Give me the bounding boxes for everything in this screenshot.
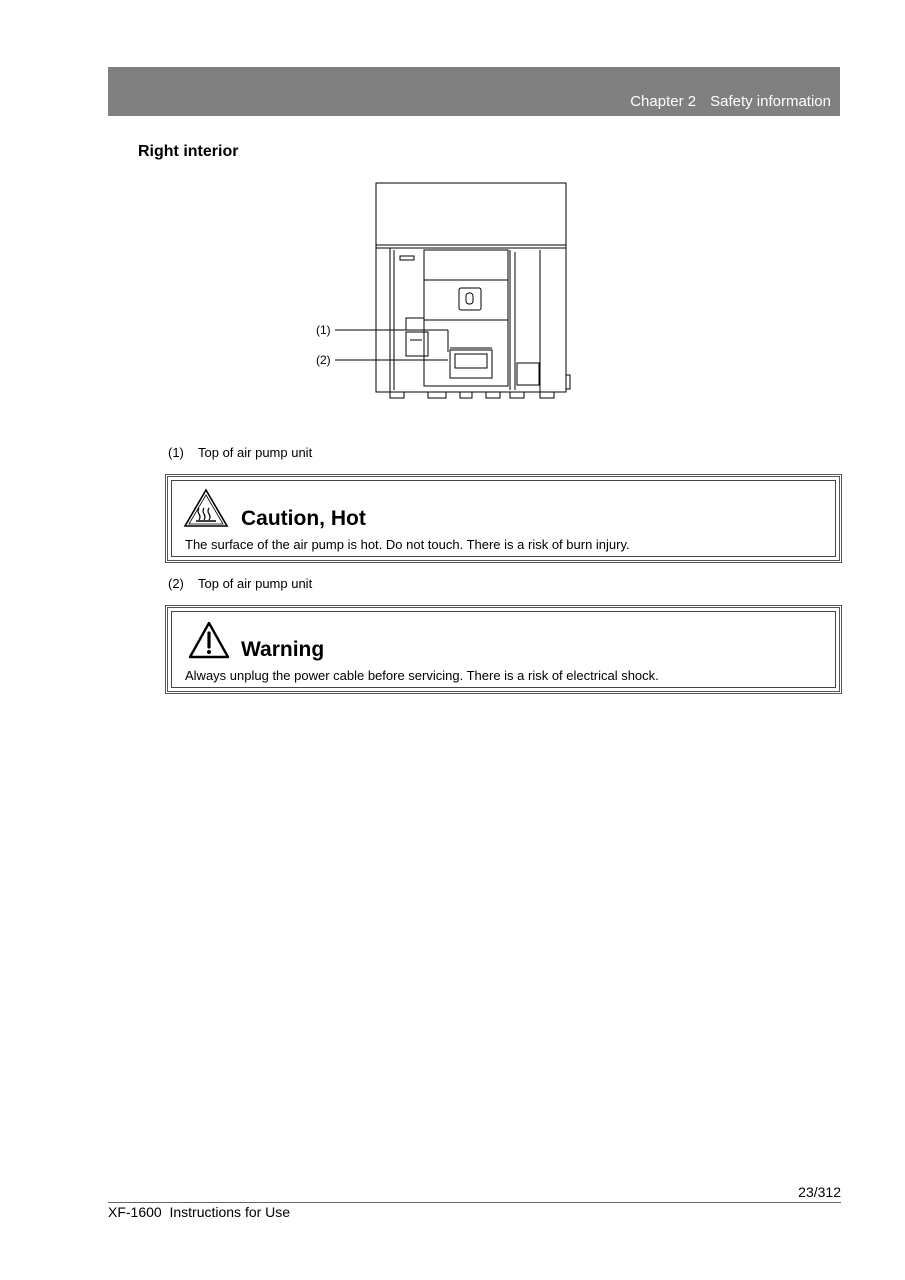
item-number: (2) [168,576,184,591]
section-title: Right interior [138,143,239,160]
list-item [168,445,312,460]
notice-title: Warning [241,638,325,661]
item-label: Top of air pump unit [198,445,313,460]
warning-notice [165,605,842,694]
notice-body: Always unplug the power cable before servicing. There is a risk of electrical shock. [185,668,659,683]
item-label: Top of air pump unit [198,576,313,591]
notice-title: Caution, Hot [241,507,366,530]
right-interior-figure [310,180,580,405]
chapter-label: Chapter 2 [630,93,697,110]
page-number: 23/312 [798,1184,841,1200]
section-label: Safety information [710,93,831,110]
list-item [168,576,312,591]
hot-surface-icon [183,488,229,528]
right-interior-drawing [310,180,580,405]
callout-2: (2) [316,353,331,367]
notice-body: The surface of the air pump is hot. Do not touch. There is a risk of burn injury. [185,537,630,552]
callout-1: (1) [316,323,331,337]
footer-divider [108,1202,841,1203]
header-text [630,93,831,110]
chapter-header [108,67,840,116]
item-number: (1) [168,445,184,460]
document-title: XF-1600 Instructions for Use [108,1204,291,1220]
caution-hot-notice [165,474,842,563]
warning-icon [188,621,230,659]
